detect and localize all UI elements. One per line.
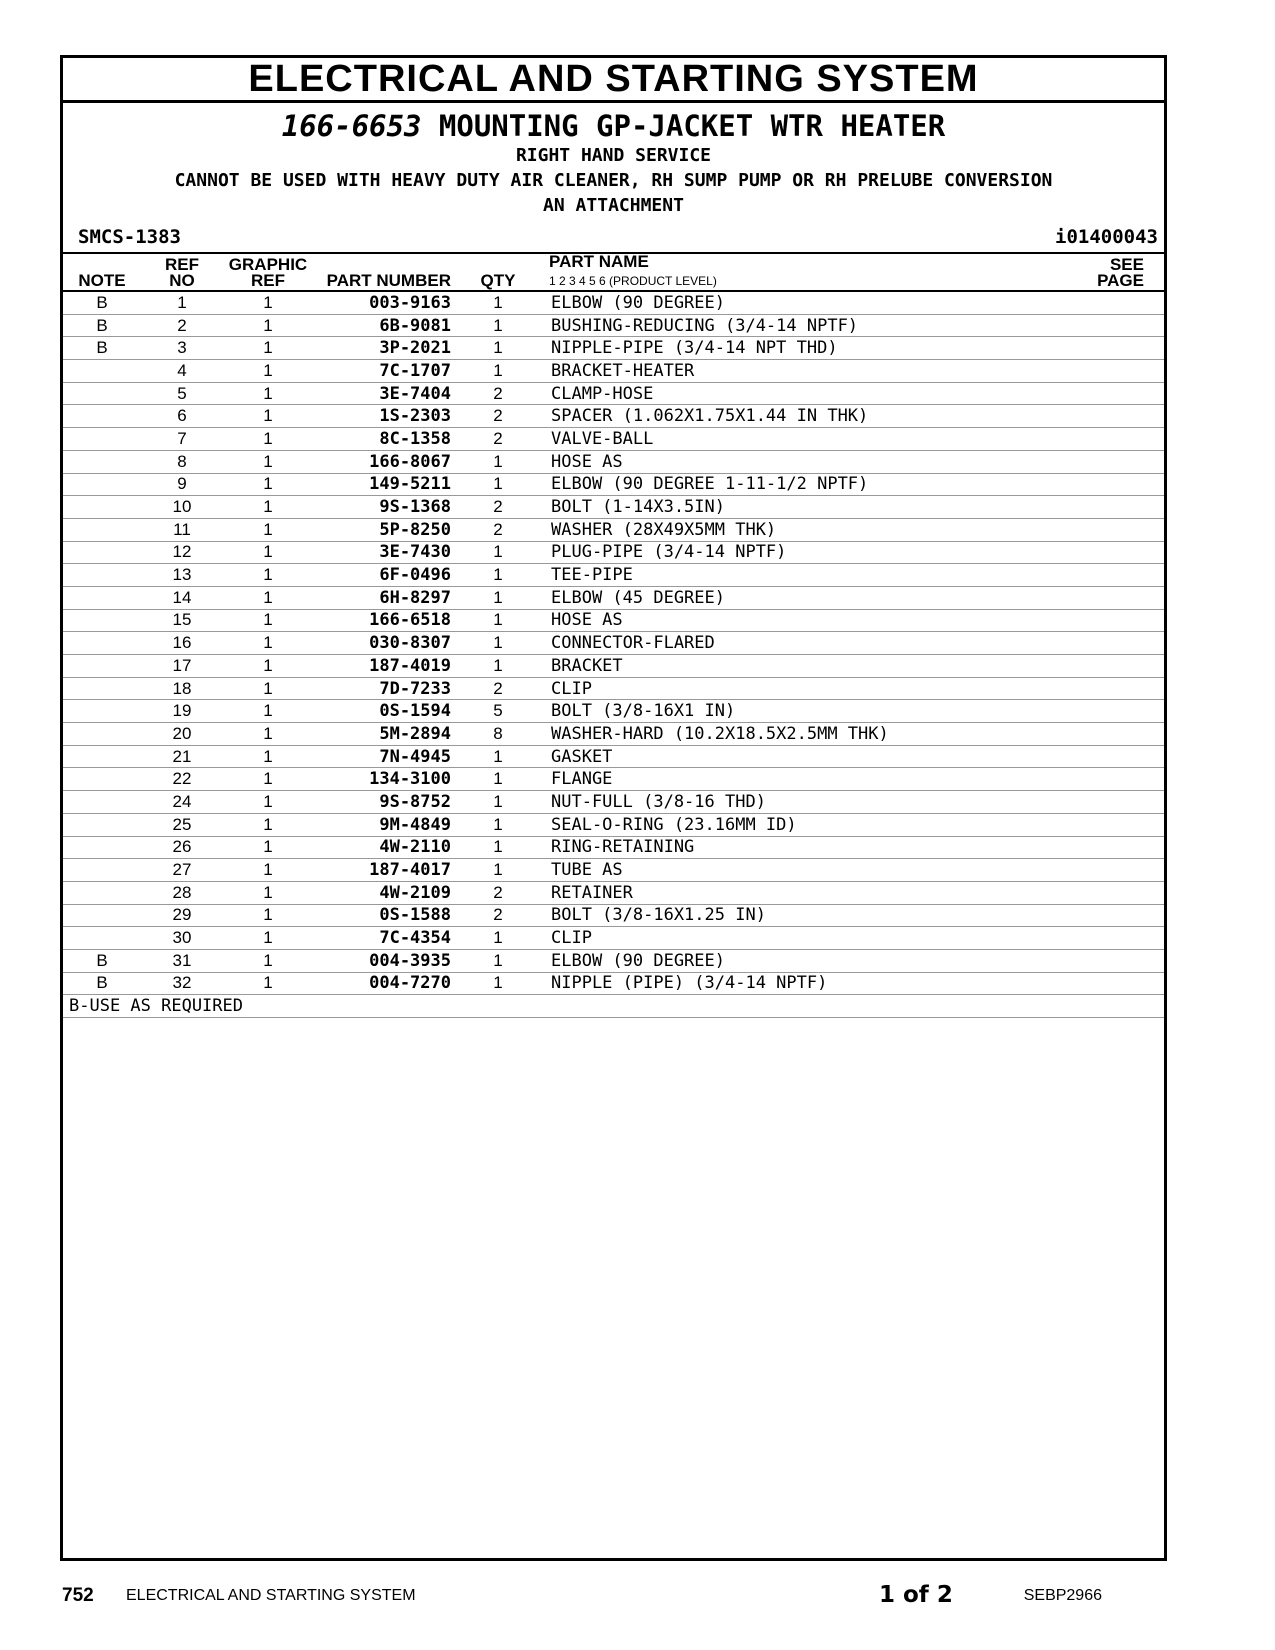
row-graphic-ref: 1 — [223, 700, 313, 723]
row-graphic-ref: 1 — [223, 836, 313, 859]
row-qty: 1 — [451, 360, 545, 383]
row-graphic-ref: 1 — [223, 972, 313, 995]
col-ref-no: REF NO — [141, 254, 223, 291]
row-part-number: 6H-8297 — [313, 586, 451, 609]
row-see-page — [1005, 904, 1164, 927]
table-row — [63, 541, 1164, 564]
row-ref-no: 27 — [141, 859, 223, 882]
row-part-name: BOLT (3/8-16X1 IN) — [545, 700, 1005, 723]
row-note — [63, 564, 141, 587]
row-see-page — [1005, 723, 1164, 746]
table-row — [63, 382, 1164, 405]
row-part-name: VALVE-BALL — [545, 428, 1005, 451]
row-note — [63, 859, 141, 882]
row-qty: 1 — [451, 632, 545, 655]
row-part-number: 3P-2021 — [313, 337, 451, 360]
row-qty: 1 — [451, 655, 545, 678]
row-see-page — [1005, 791, 1164, 814]
row-note: B — [63, 314, 141, 337]
row-ref-no: 6 — [141, 405, 223, 428]
table-row — [63, 859, 1164, 882]
table-row — [63, 450, 1164, 473]
row-see-page — [1005, 881, 1164, 904]
row-qty: 2 — [451, 382, 545, 405]
row-qty: 1 — [451, 813, 545, 836]
row-part-name: ELBOW (90 DEGREE 1-11-1/2 NPTF) — [545, 473, 1005, 496]
row-note — [63, 382, 141, 405]
row-ref-no: 26 — [141, 836, 223, 859]
row-qty: 1 — [451, 927, 545, 950]
row-note — [63, 813, 141, 836]
row-graphic-ref: 1 — [223, 428, 313, 451]
row-see-page — [1005, 337, 1164, 360]
row-qty: 2 — [451, 428, 545, 451]
table-row — [63, 836, 1164, 859]
row-part-number: 4W-2110 — [313, 836, 451, 859]
col-part-name: PART NAME 1 2 3 4 5 6 (PRODUCT LEVEL) — [545, 254, 1005, 291]
row-qty: 2 — [451, 881, 545, 904]
assembly-part-number: 166-6653 — [281, 109, 422, 143]
table-row — [63, 609, 1164, 632]
page-count: 1 of 2 — [879, 1582, 953, 1608]
row-note: B — [63, 291, 141, 314]
row-see-page — [1005, 813, 1164, 836]
row-graphic-ref: 1 — [223, 518, 313, 541]
row-graphic-ref: 1 — [223, 949, 313, 972]
col-part-number: PART NUMBER — [313, 254, 451, 291]
row-part-number: 187-4017 — [313, 859, 451, 882]
row-part-number: 9S-1368 — [313, 496, 451, 519]
row-ref-no: 13 — [141, 564, 223, 587]
row-part-name: RETAINER — [545, 881, 1005, 904]
table-row — [63, 791, 1164, 814]
note-legend: B-USE AS REQUIRED — [63, 995, 1164, 1018]
row-part-number: 7C-4354 — [313, 927, 451, 950]
row-see-page — [1005, 632, 1164, 655]
row-graphic-ref: 1 — [223, 677, 313, 700]
row-qty: 2 — [451, 405, 545, 428]
row-graphic-ref: 1 — [223, 314, 313, 337]
product-level-label: 1 2 3 4 5 6 (PRODUCT LEVEL) — [549, 274, 717, 288]
row-ref-no: 3 — [141, 337, 223, 360]
table-row — [63, 745, 1164, 768]
row-qty: 2 — [451, 677, 545, 700]
service-note: RIGHT HAND SERVICE — [515, 145, 712, 166]
row-graphic-ref: 1 — [223, 655, 313, 678]
row-ref-no: 21 — [141, 745, 223, 768]
footer-section: ELECTRICAL AND STARTING SYSTEM — [126, 1587, 416, 1604]
row-part-number: 5M-2894 — [313, 723, 451, 746]
row-note — [63, 496, 141, 519]
row-qty: 1 — [451, 314, 545, 337]
row-part-name: GASKET — [545, 745, 1005, 768]
row-part-name: CLAMP-HOSE — [545, 382, 1005, 405]
page-number: 752 — [62, 1585, 94, 1606]
row-qty: 1 — [451, 450, 545, 473]
row-ref-no: 25 — [141, 813, 223, 836]
row-part-name: ELBOW (90 DEGREE) — [545, 291, 1005, 314]
row-note — [63, 745, 141, 768]
row-graphic-ref: 1 — [223, 632, 313, 655]
row-ref-no: 4 — [141, 360, 223, 383]
row-ref-no: 2 — [141, 314, 223, 337]
footer-document: SEBP2966 — [1023, 1587, 1102, 1604]
page-title: ELECTRICAL AND STARTING SYSTEM — [63, 58, 1164, 103]
row-note: B — [63, 949, 141, 972]
row-see-page — [1005, 473, 1164, 496]
table-row — [63, 904, 1164, 927]
row-qty: 2 — [451, 904, 545, 927]
row-part-number: 1S-2303 — [313, 405, 451, 428]
table-row — [63, 586, 1164, 609]
row-qty: 1 — [451, 541, 545, 564]
row-ref-no: 15 — [141, 609, 223, 632]
table-note-row — [63, 995, 1164, 1018]
row-note — [63, 927, 141, 950]
row-see-page — [1005, 518, 1164, 541]
table-row — [63, 927, 1164, 950]
table-row — [63, 949, 1164, 972]
row-part-name: CLIP — [545, 927, 1005, 950]
row-ref-no: 29 — [141, 904, 223, 927]
col-graphic-ref: GRAPHIC REF — [223, 254, 313, 291]
row-part-name: ELBOW (45 DEGREE) — [545, 586, 1005, 609]
row-see-page — [1005, 360, 1164, 383]
row-note — [63, 428, 141, 451]
parts-rows — [63, 291, 1164, 1018]
table-row — [63, 314, 1164, 337]
row-note — [63, 473, 141, 496]
row-see-page — [1005, 949, 1164, 972]
row-qty: 1 — [451, 949, 545, 972]
table-row — [63, 700, 1164, 723]
row-graphic-ref: 1 — [223, 291, 313, 314]
row-graphic-ref: 1 — [223, 382, 313, 405]
restriction-note: CANNOT BE USED WITH HEAVY DUTY AIR CLEANER, RH SUMP PUMP OR RH PRELUBE CONVERSION — [174, 170, 1053, 191]
row-ref-no: 1 — [141, 291, 223, 314]
row-qty: 1 — [451, 745, 545, 768]
row-graphic-ref: 1 — [223, 609, 313, 632]
row-part-name: BUSHING-REDUCING (3/4-14 NPTF) — [545, 314, 1005, 337]
row-see-page — [1005, 609, 1164, 632]
row-part-number: 7D-7233 — [313, 677, 451, 700]
row-qty: 1 — [451, 586, 545, 609]
row-qty: 1 — [451, 609, 545, 632]
row-part-name: CLIP — [545, 677, 1005, 700]
table-row — [63, 291, 1164, 314]
row-part-number: 6F-0496 — [313, 564, 451, 587]
row-graphic-ref: 1 — [223, 405, 313, 428]
row-part-number: 003-9163 — [313, 291, 451, 314]
table-row — [63, 428, 1164, 451]
row-graphic-ref: 1 — [223, 586, 313, 609]
row-see-page — [1005, 405, 1164, 428]
row-graphic-ref: 1 — [223, 450, 313, 473]
row-part-name: TEE-PIPE — [545, 564, 1005, 587]
row-part-name: CONNECTOR-FLARED — [545, 632, 1005, 655]
col-see-page: SEE PAGE — [1005, 254, 1164, 291]
table-row — [63, 496, 1164, 519]
table-row — [63, 564, 1164, 587]
row-note — [63, 632, 141, 655]
row-part-name: SEAL-O-RING (23.16MM ID) — [545, 813, 1005, 836]
row-graphic-ref: 1 — [223, 859, 313, 882]
row-part-number: 004-3935 — [313, 949, 451, 972]
row-graphic-ref: 1 — [223, 927, 313, 950]
row-part-number: 004-7270 — [313, 972, 451, 995]
row-note — [63, 586, 141, 609]
row-see-page — [1005, 859, 1164, 882]
row-ref-no: 28 — [141, 881, 223, 904]
row-see-page — [1005, 450, 1164, 473]
table-header — [63, 254, 1164, 291]
row-part-name: BOLT (1-14X3.5IN) — [545, 496, 1005, 519]
row-graphic-ref: 1 — [223, 768, 313, 791]
row-note — [63, 700, 141, 723]
row-part-name: FLANGE — [545, 768, 1005, 791]
row-part-name: BRACKET-HEATER — [545, 360, 1005, 383]
row-graphic-ref: 1 — [223, 881, 313, 904]
row-part-name: NIPPLE-PIPE (3/4-14 NPT THD) — [545, 337, 1005, 360]
row-ref-no: 5 — [141, 382, 223, 405]
row-part-number: 0S-1588 — [313, 904, 451, 927]
row-see-page — [1005, 428, 1164, 451]
table-row — [63, 337, 1164, 360]
row-part-name: TUBE AS — [545, 859, 1005, 882]
row-part-number: 7N-4945 — [313, 745, 451, 768]
row-part-number: 4W-2109 — [313, 881, 451, 904]
parts-table — [63, 254, 1164, 1018]
table-row — [63, 723, 1164, 746]
row-note — [63, 609, 141, 632]
row-see-page — [1005, 927, 1164, 950]
row-ref-no: 32 — [141, 972, 223, 995]
row-see-page — [1005, 541, 1164, 564]
row-note — [63, 405, 141, 428]
row-graphic-ref: 1 — [223, 473, 313, 496]
row-part-number: 3E-7404 — [313, 382, 451, 405]
table-row — [63, 360, 1164, 383]
row-graphic-ref: 1 — [223, 496, 313, 519]
row-ref-no: 16 — [141, 632, 223, 655]
document-id: i01400043 — [1055, 226, 1158, 248]
row-part-name: WASHER (28X49X5MM THK) — [545, 518, 1005, 541]
row-qty: 1 — [451, 564, 545, 587]
row-graphic-ref: 1 — [223, 337, 313, 360]
row-note — [63, 723, 141, 746]
row-qty: 8 — [451, 723, 545, 746]
row-ref-no: 22 — [141, 768, 223, 791]
row-see-page — [1005, 972, 1164, 995]
row-note: B — [63, 337, 141, 360]
row-graphic-ref: 1 — [223, 541, 313, 564]
row-ref-no: 8 — [141, 450, 223, 473]
row-part-name: BRACKET — [545, 655, 1005, 678]
row-graphic-ref: 1 — [223, 904, 313, 927]
row-ref-no: 7 — [141, 428, 223, 451]
row-ref-no: 14 — [141, 586, 223, 609]
row-note — [63, 768, 141, 791]
row-ref-no: 30 — [141, 927, 223, 950]
row-part-number: 6B-9081 — [313, 314, 451, 337]
row-part-number: 8C-1358 — [313, 428, 451, 451]
row-see-page — [1005, 496, 1164, 519]
row-note — [63, 655, 141, 678]
row-qty: 1 — [451, 859, 545, 882]
table-row — [63, 768, 1164, 791]
row-part-name: SPACER (1.062X1.75X1.44 IN THK) — [545, 405, 1005, 428]
row-qty: 1 — [451, 791, 545, 814]
row-qty: 1 — [451, 768, 545, 791]
smcs-bar — [63, 222, 1164, 254]
row-part-number: 9S-8752 — [313, 791, 451, 814]
row-ref-no: 9 — [141, 473, 223, 496]
row-ref-no: 18 — [141, 677, 223, 700]
attachment-note: AN ATTACHMENT — [543, 195, 684, 216]
row-part-number: 134-3100 — [313, 768, 451, 791]
row-ref-no: 31 — [141, 949, 223, 972]
row-see-page — [1005, 700, 1164, 723]
row-ref-no: 11 — [141, 518, 223, 541]
row-note — [63, 791, 141, 814]
table-row — [63, 632, 1164, 655]
assembly-name: MOUNTING GP-JACKET WTR HEATER — [438, 109, 946, 143]
row-ref-no: 10 — [141, 496, 223, 519]
row-ref-no: 12 — [141, 541, 223, 564]
row-see-page — [1005, 836, 1164, 859]
row-qty: 1 — [451, 473, 545, 496]
row-qty: 2 — [451, 496, 545, 519]
row-graphic-ref: 1 — [223, 723, 313, 746]
row-part-name: HOSE AS — [545, 450, 1005, 473]
row-part-number: 166-6518 — [313, 609, 451, 632]
row-see-page — [1005, 745, 1164, 768]
row-qty: 1 — [451, 337, 545, 360]
row-see-page — [1005, 586, 1164, 609]
table-row — [63, 518, 1164, 541]
row-ref-no: 17 — [141, 655, 223, 678]
row-note — [63, 360, 141, 383]
assembly-title — [63, 109, 1164, 143]
row-note: B — [63, 972, 141, 995]
row-part-name: HOSE AS — [545, 609, 1005, 632]
table-row — [63, 473, 1164, 496]
row-graphic-ref: 1 — [223, 360, 313, 383]
row-part-name: WASHER-HARD (10.2X18.5X2.5MM THK) — [545, 723, 1005, 746]
row-ref-no: 19 — [141, 700, 223, 723]
row-part-number: 166-8067 — [313, 450, 451, 473]
row-graphic-ref: 1 — [223, 791, 313, 814]
col-note: NOTE — [63, 254, 141, 291]
row-part-number: 5P-8250 — [313, 518, 451, 541]
row-ref-no: 24 — [141, 791, 223, 814]
table-row — [63, 881, 1164, 904]
row-part-number: 3E-7430 — [313, 541, 451, 564]
row-qty: 1 — [451, 972, 545, 995]
row-qty: 2 — [451, 518, 545, 541]
row-part-number: 030-8307 — [313, 632, 451, 655]
row-part-name: RING-RETAINING — [545, 836, 1005, 859]
row-part-number: 7C-1707 — [313, 360, 451, 383]
row-graphic-ref: 1 — [223, 813, 313, 836]
row-note — [63, 518, 141, 541]
row-graphic-ref: 1 — [223, 564, 313, 587]
row-see-page — [1005, 677, 1164, 700]
row-graphic-ref: 1 — [223, 745, 313, 768]
row-part-number: 149-5211 — [313, 473, 451, 496]
row-part-number: 9M-4849 — [313, 813, 451, 836]
smcs-code: SMCS-1383 — [78, 226, 181, 248]
table-row — [63, 677, 1164, 700]
row-part-number: 187-4019 — [313, 655, 451, 678]
row-see-page — [1005, 768, 1164, 791]
row-note — [63, 836, 141, 859]
row-ref-no: 20 — [141, 723, 223, 746]
row-part-name: BOLT (3/8-16X1.25 IN) — [545, 904, 1005, 927]
row-note — [63, 450, 141, 473]
row-note — [63, 881, 141, 904]
table-row — [63, 972, 1164, 995]
row-note — [63, 541, 141, 564]
row-part-name: NUT-FULL (3/8-16 THD) — [545, 791, 1005, 814]
row-note — [63, 677, 141, 700]
row-note — [63, 904, 141, 927]
row-part-name: PLUG-PIPE (3/4-14 NPTF) — [545, 541, 1005, 564]
row-see-page — [1005, 291, 1164, 314]
row-part-name: ELBOW (90 DEGREE) — [545, 949, 1005, 972]
row-see-page — [1005, 655, 1164, 678]
row-qty: 1 — [451, 291, 545, 314]
row-qty: 1 — [451, 836, 545, 859]
row-see-page — [1005, 382, 1164, 405]
row-part-name: NIPPLE (PIPE) (3/4-14 NPTF) — [545, 972, 1005, 995]
row-part-number: 0S-1594 — [313, 700, 451, 723]
row-qty: 5 — [451, 700, 545, 723]
table-row — [63, 655, 1164, 678]
col-qty: QTY — [451, 254, 545, 291]
row-see-page — [1005, 314, 1164, 337]
row-see-page — [1005, 564, 1164, 587]
table-row — [63, 405, 1164, 428]
parts-page-frame — [60, 55, 1167, 1561]
page-footer — [62, 1582, 1102, 1611]
table-row — [63, 813, 1164, 836]
